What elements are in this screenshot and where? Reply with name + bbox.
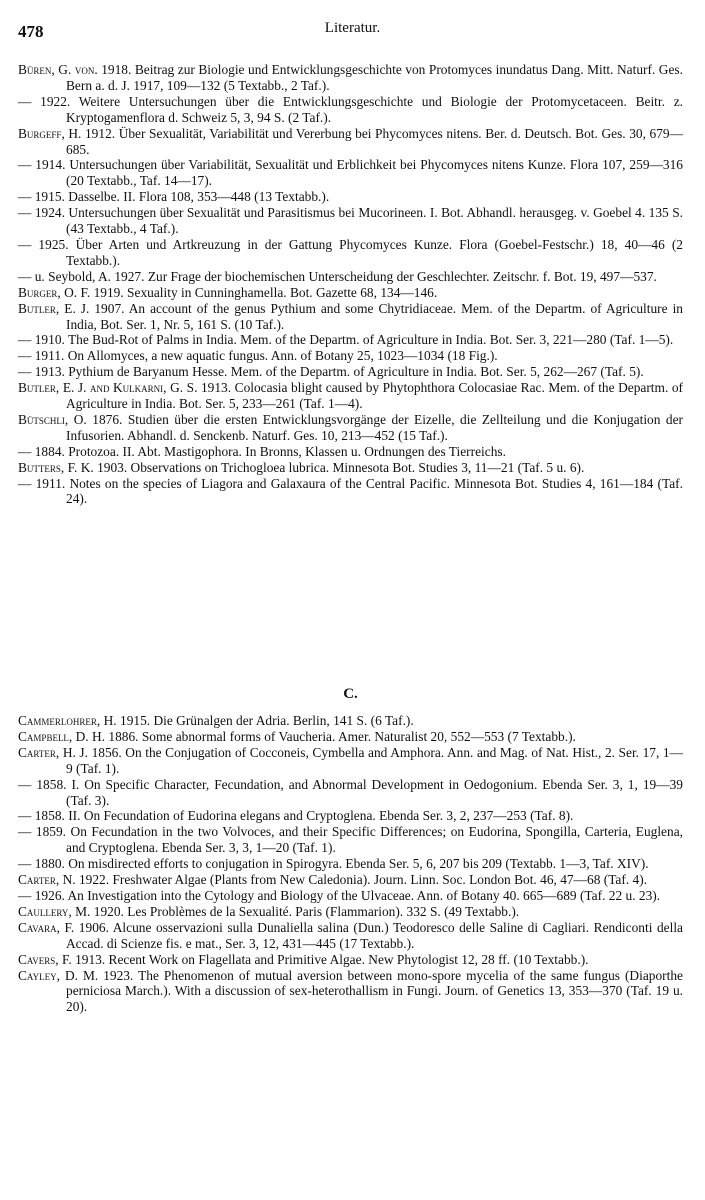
- reference-entry: [18, 824, 683, 856]
- reference-text: 1906. Alcune osservazioni sulla Dunaliella salina (Dun.) Teodoresco delle Saline di Cagliari. Rendiconti della Accad. di Scienze fis. e mat., Ser. 3, 12, 431—445 (17 Textabb.).: [66, 919, 684, 951]
- reference-entry: [18, 777, 683, 809]
- reference-entry: [18, 920, 683, 952]
- page-header: [18, 18, 687, 48]
- reference-entry: [18, 476, 683, 508]
- bibliography-section-b: [18, 62, 683, 507]
- reference-entry: [18, 444, 683, 460]
- reference-entry: [18, 332, 683, 348]
- reference-text: — 1858. I. On Specific Character, Fecundation, and Abnormal Development in Oedogonium. Ebenda Ser. 3, 1, 19—39 (Taf. 3).: [18, 776, 683, 808]
- reference-entry: [18, 808, 683, 824]
- reference-text: 1856. On the Conjugation of Cocconeis, Cymbella and Amphora. Ann. and Mag. of Nat. Hist., 2. Ser. 17, 1—9 (Taf. 1).: [66, 744, 684, 776]
- reference-text: 1920. Les Problèmes de la Sexualité. Paris (Flammarion). 332 S. (49 Textabb.).: [93, 903, 520, 919]
- reference-author: Butler, E. J.: [18, 300, 90, 316]
- reference-entry: [18, 269, 683, 285]
- reference-text: 1876. Studien über die ersten Entwicklungsvorgänge der Eizelle, die Zellteilung und die Konjugation der Infusorien. Abhandl. d. Senckenb. Naturf. Ges. 10, 213—452 (15 Taf.).: [66, 411, 683, 443]
- reference-entry: [18, 888, 683, 904]
- reference-text: 1913. Colocasia blight caused by Phytophthora Colocasiae Rac. Mem. of the Departm. of Agriculture in India. Bot. Ser. 5, 233—261 (Taf. 1—4).: [66, 380, 683, 412]
- reference-author: Cavers, F.: [18, 951, 72, 967]
- reference-text: — 1926. An Investigation into the Cytology and Biology of the Ulvaceae. Ann. of Botany 40. 665—689 (Taf. 22 u. 23).: [18, 887, 661, 903]
- reference-text: 1919. Sexuality in Cunninghamella. Bot. Gazette 68, 134—146.: [93, 284, 438, 300]
- section-letter: C.: [343, 686, 358, 702]
- reference-entry: [18, 380, 683, 412]
- reference-text: — 1924. Untersuchungen über Sexualität und Parasitismus bei Mucorineen. I. Bot. Abhandl. herausgeg. v. Goebel 4. 135 S. (43 Textabb., 4 Taf.).: [18, 205, 683, 237]
- reference-entry: [18, 126, 683, 158]
- reference-entry: [18, 904, 683, 920]
- reference-author: Cayley, D. M.: [18, 967, 99, 983]
- reference-text: — 1925. Über Arten und Artkreuzung in der Gattung Phycomyces Kunze. Flora (Goebel-Festschr.) 18, 40—46 (2 Textabb.).: [18, 236, 683, 268]
- reference-entry: [18, 301, 683, 333]
- reference-text: — 1858. II. On Fecundation of Eudorina elegans and Cryptoglena. Ebenda Ser. 3, 2, 237—253 (Taf. 8).: [18, 808, 574, 824]
- reference-author: Carter, N.: [18, 872, 76, 888]
- reference-text: — 1922. Weitere Untersuchungen über die Entwicklungsgeschichte und Biologie der Protomycetaceen. Beitr. z. Kryptogamenflora d. Schweiz 5, 3, 94 S. (2 Taf.).: [18, 93, 683, 125]
- reference-author: Butters, F. K.: [18, 459, 94, 475]
- reference-text: — 1859. On Fecundation in the two Volvoces, and their Specific Differences; on Eudorina, Spongilla, Carteria, Euglena, and Cryptoglena. Ebenda Ser. 3, 3, 1—20 (Taf. 1).: [18, 824, 683, 856]
- page-number: 478: [18, 22, 44, 41]
- reference-entry: [18, 285, 683, 301]
- reference-text: 1923. The Phenomenon of mutual aversion between mono-spore mycelia of the same fungus (Diaporthe perniciosa March.). With a discussion of sex-heterothallism in Fungi. Journ. of Genetics 13, 353—370 (Taf. 19 u. 20).: [66, 967, 683, 1015]
- reference-text: — 1911. On Allomyces, a new aquatic fungus. Ann. of Botany 25, 1023—1034 (18 Fig.).: [18, 348, 498, 364]
- reference-text: 1907. An account of the genus Pythium and some Chytridiaceae. Mem. of the Departm. of Agriculture in India, Bot. Ser. 1, Nr. 5, 161 S. (10 Taf.).: [66, 300, 683, 332]
- reference-text: 1903. Observations on Trichogloea lubrica. Minnesota Bot. Studies 3, 11—21 (Taf. 5 u. 6).: [97, 459, 585, 475]
- reference-entry: [18, 729, 683, 745]
- reference-text: 1915. Die Grünalgen der Adria. Berlin, 141 S. (6 Taf.).: [120, 713, 414, 728]
- reference-entry: [18, 364, 683, 380]
- reference-text: — 1911. Notes on the species of Liagora and Galaxaura of the Central Pacific. Minnesota Bot. Studies 4, 161—184 (Taf. 24).: [18, 475, 683, 507]
- reference-entry: [18, 856, 683, 872]
- reference-text: — 1914. Untersuchungen über Variabilität, Sexualität und Erblichkeit bei Phycomyces nitens Kunze. Flora 107, 259—316 (20 Textabb., Taf. 14—17).: [18, 157, 683, 189]
- reference-entry: [18, 745, 683, 777]
- reference-entry: [18, 713, 683, 729]
- reference-author: Carter, H. J.: [18, 744, 88, 760]
- reference-author: Campbell, D. H.: [18, 728, 106, 744]
- reference-entry: [18, 872, 683, 888]
- reference-text: — 1884. Protozoa. II. Abt. Mastigophora. In Bronns, Klassen u. Ordnungen des Tierreichs.: [18, 443, 506, 459]
- reference-entry: [18, 952, 683, 968]
- reference-entry: [18, 62, 683, 94]
- reference-author: Burger, O. F.: [18, 284, 91, 300]
- reference-entry: [18, 237, 683, 269]
- reference-text: 1912. Über Sexualität, Variabilität und Vererbung bei Phycomyces nitens. Ber. d. Deutsch. Bot. Ges. 30, 679—685.: [66, 125, 684, 157]
- reference-text: — 1913. Pythium de Baryanum Hesse. Mem. of the Departm. of Agriculture in India. Bot. Ser. 5, 262—267 (Taf. 5).: [18, 364, 644, 380]
- reference-author: Büren, G. von.: [18, 62, 98, 77]
- bibliography-section-c: [18, 683, 683, 1015]
- reference-text: 1886. Some abnormal forms of Vaucheria. Amer. Naturalist 20, 552—553 (7 Textabb.).: [108, 728, 576, 744]
- reference-author: Bütschli, O.: [18, 411, 87, 427]
- reference-author: Cammerlohrer, H.: [18, 713, 117, 728]
- reference-entry: [18, 189, 683, 205]
- reference-author: Caullery, M.: [18, 903, 91, 919]
- reference-entry: [18, 157, 683, 189]
- running-title: Literatur.: [324, 20, 381, 36]
- reference-text: 1922. Freshwater Algae (Plants from New Caledonia). Journ. Linn. Soc. London Bot. 46, 47—68 (Taf. 4).: [78, 872, 648, 888]
- reference-entry: [18, 460, 683, 476]
- reference-text: — 1915. Dasselbe. II. Flora 108, 353—448 (13 Textabb.).: [18, 189, 330, 205]
- reference-text: — 1910. The Bud-Rot of Palms in India. Mem. of the Departm. of Agriculture in India. Bot. Ser. 3, 221—280 (Taf. 1—5).: [18, 332, 674, 348]
- reference-author: Burgeff, H.: [18, 125, 82, 141]
- reference-entry: [18, 94, 683, 126]
- reference-text: 1913. Recent Work on Flagellata and Primitive Algae. New Phytologist 12, 28 ff. (10 Textabb.).: [75, 951, 589, 967]
- reference-text: — u. Seybold, A. 1927. Zur Frage der biochemischen Unterscheidung der Geschlechter. Zeitschr. f. Bot. 19, 497—537.: [18, 268, 657, 284]
- reference-text: 1918. Beitrag zur Biologie und Entwicklungsgeschichte von Protomyces inundatus Dang. Mitt. Naturf. Ges. Bern a. d. J. 1917, 109—132 (5 Textabb., 2 Taf.).: [66, 62, 683, 93]
- reference-entry: [18, 968, 683, 1016]
- reference-author: Butler, E. J. and Kulkarni, G. S.: [18, 380, 198, 396]
- reference-entry: [18, 348, 683, 364]
- reference-author: Cavara, F.: [18, 919, 75, 935]
- reference-entry: [18, 412, 683, 444]
- reference-text: — 1880. On misdirected efforts to conjugation in Spirogyra. Ebenda Ser. 5, 6, 207 bis 209 (Textabb. 1—3, Taf. XIV).: [18, 856, 649, 872]
- reference-entry: [18, 205, 683, 237]
